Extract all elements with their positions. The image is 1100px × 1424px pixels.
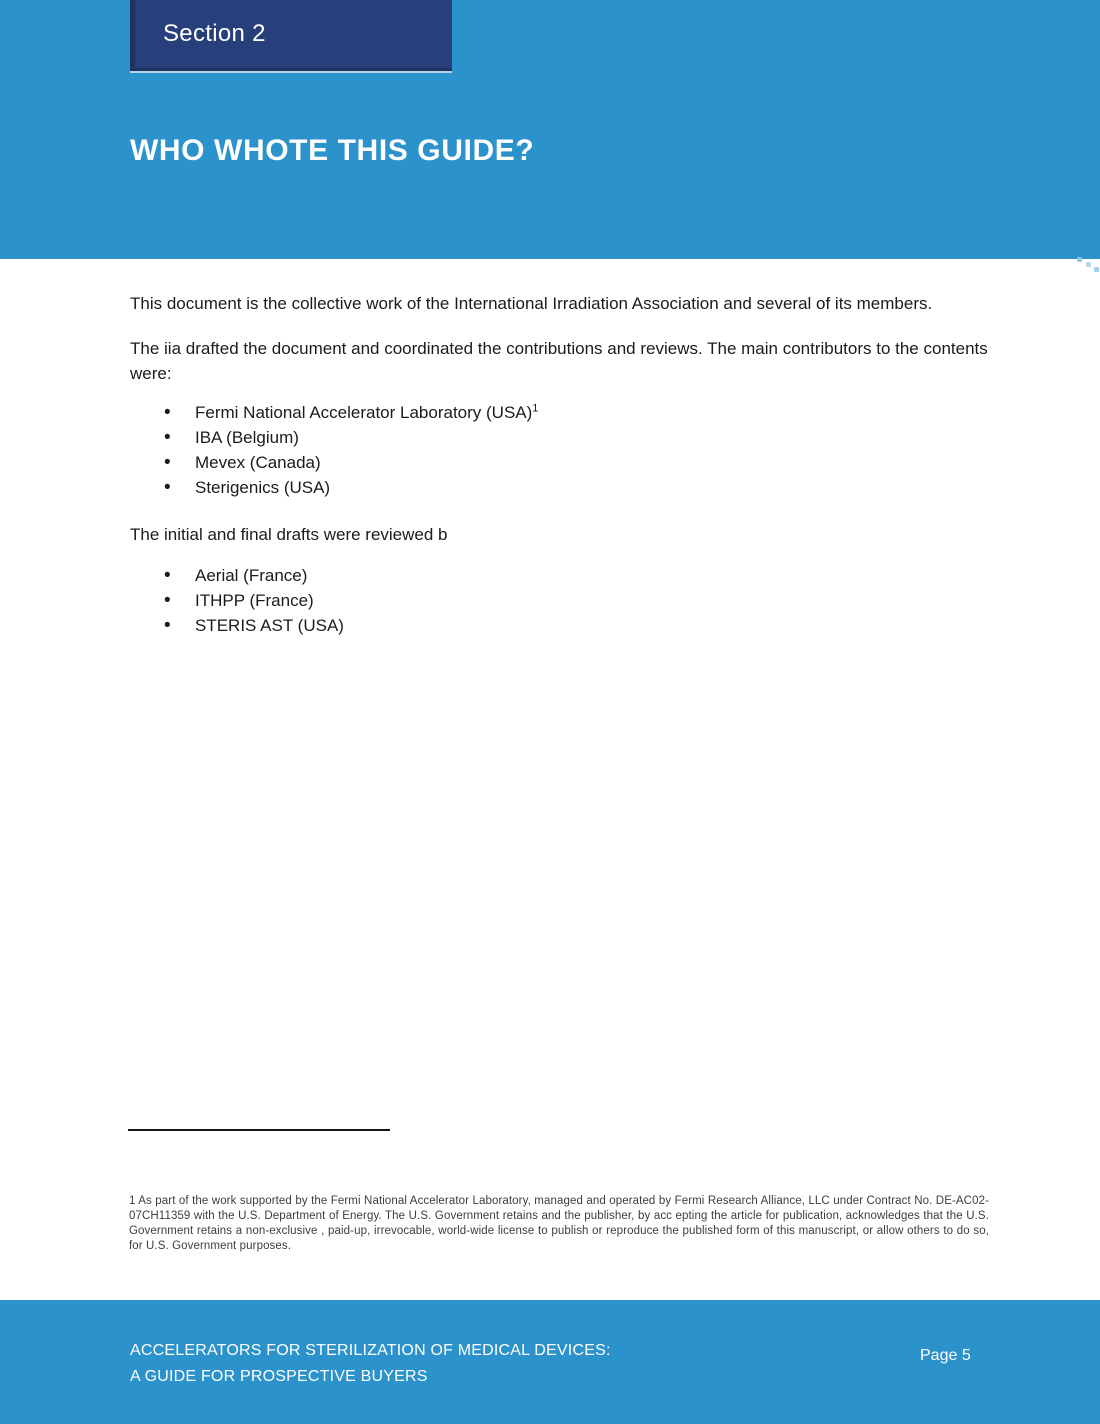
footnote-text: 1 As part of the work supported by the Fermi National Accelerator Laboratory, managed and operated by Fermi Research Alliance, LLC under Contract No. DE-AC02-07CH11359 with the U.S. Department of Energy. The U.S. Government retains and the publisher, by acc epting the article for publication, acknowledges that the U.S. Government retains a non-exclusive , paid-up, irrevocable, world-wide license to publish or reproduce the published form of this manuscript, or allow others to do so, for U.S. Government purposes.: [129, 1195, 989, 1252]
contributor-label: Fermi National Accelerator Laboratory (USA): [195, 403, 533, 422]
page-title: WHO WHOTE THIS GUIDE?: [130, 134, 535, 167]
list-item: [130, 613, 992, 638]
body-content: [130, 259, 992, 638]
footer-title: [130, 1338, 611, 1390]
reviewer-label: Aerial (France): [195, 566, 308, 585]
footer-title-line1: ACCELERATORS FOR STERILIZATION OF MEDICAL DEVICES:: [130, 1342, 611, 1359]
list-item: [130, 450, 992, 475]
section-label: Section 2: [163, 20, 266, 47]
list-item: [130, 475, 992, 500]
contributor-label: Sterigenics (USA): [195, 478, 331, 497]
contributors-list: [130, 400, 992, 500]
list-item: [130, 400, 992, 425]
decorative-dot: [1086, 262, 1091, 267]
reviewer-label: ITHPP (France): [195, 591, 314, 610]
footer-title-line2: A GUIDE FOR PROSPECTIVE BUYERS: [130, 1368, 428, 1385]
footnote-marker: 1: [532, 402, 539, 415]
reviewer-label: STERIS AST (USA): [195, 616, 344, 635]
list-item: [130, 425, 992, 450]
contributor-label: IBA (Belgium): [195, 428, 299, 447]
contributor-label: Mevex (Canada): [195, 453, 321, 472]
reviewers-list: [130, 563, 992, 638]
paragraph-intro: This document is the collective work of the International Irradiation Association and several of its members.: [130, 294, 933, 313]
list-item: [130, 563, 992, 588]
section-tab: [130, 0, 452, 71]
footnote-separator: [128, 1129, 390, 1131]
header-band: [0, 0, 1100, 259]
paragraph-drafting: The iia drafted the document and coordinated the contributions and reviews. The main contributors to the contents were:: [130, 339, 988, 383]
decorative-dot: [1094, 267, 1099, 272]
decorative-dot: [1077, 257, 1082, 262]
footer-band: [0, 1300, 1100, 1424]
list-item: [130, 588, 992, 613]
page-number: Page 5: [920, 1347, 971, 1364]
paragraph-reviewers: The initial and final drafts were reviewed b: [130, 525, 448, 544]
